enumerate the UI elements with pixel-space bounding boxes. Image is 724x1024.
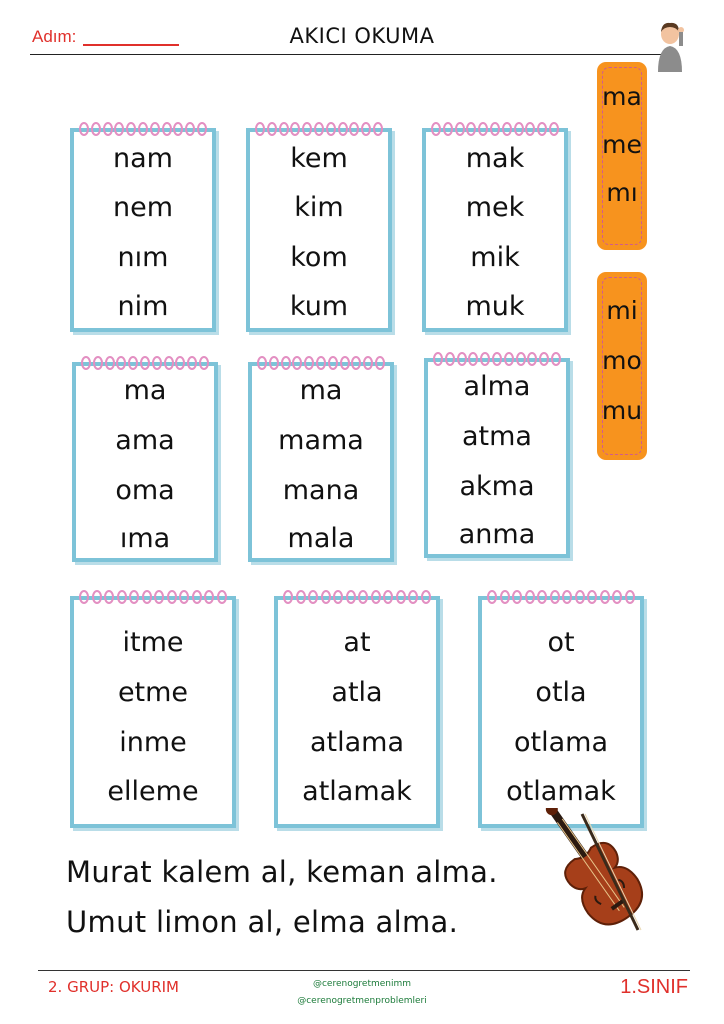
card-word: mak — [465, 143, 525, 174]
page-title: AKICI OKUMA — [289, 24, 435, 48]
card-word: kem — [290, 143, 348, 174]
syllable: mo — [602, 346, 642, 375]
syllable-box — [597, 272, 647, 460]
footer-rule — [38, 970, 690, 971]
card-word: atlamak — [302, 776, 412, 807]
card-word: inme — [119, 727, 187, 758]
card-word: otlama — [514, 727, 608, 758]
syllable: mu — [601, 396, 643, 425]
card-word: itme — [122, 627, 184, 658]
grade-label: 1.SINIF — [620, 976, 688, 998]
card-word: ma — [299, 375, 343, 406]
syllable-box — [597, 62, 647, 250]
card-word: etme — [117, 677, 189, 708]
card-word: anma — [458, 519, 536, 550]
card-word: kum — [289, 291, 349, 322]
card-word: mek — [465, 192, 525, 223]
card-word: muk — [465, 291, 525, 322]
sentence: Murat kalem al, keman alma. — [66, 855, 498, 889]
syllable: me — [602, 130, 642, 159]
card-word: ot — [547, 627, 575, 658]
card-word: ıma — [119, 523, 171, 554]
card-word: kom — [290, 242, 348, 273]
card-word: nim — [117, 291, 169, 322]
card-word: atla — [331, 677, 383, 708]
card-word: mala — [287, 523, 355, 554]
group-label: 2. GRUP: OKURIM — [48, 978, 179, 996]
card-word: ama — [115, 425, 175, 456]
syllable: mi — [606, 296, 638, 325]
card-word: elleme — [107, 776, 199, 807]
card-word: ma — [123, 375, 167, 406]
card-word: nam — [113, 143, 173, 174]
card-word: akma — [459, 471, 535, 502]
card-word: nım — [117, 242, 169, 273]
social-handle: @cerenogretmenproblemleri — [297, 996, 427, 1006]
card-word: nem — [112, 192, 174, 223]
card-word: alma — [463, 371, 531, 402]
card-word: mana — [282, 475, 360, 506]
name-label: Adım: — [32, 27, 77, 46]
syllable: mı — [606, 178, 638, 207]
sentence: Umut limon al, elma alma. — [66, 905, 459, 939]
avatar-icon — [652, 20, 688, 72]
card-word: otlamak — [506, 776, 616, 807]
card-word: oma — [115, 475, 175, 506]
card-word: otla — [535, 677, 587, 708]
social-handle: @cerenogretmenimm — [312, 979, 412, 989]
card-word: mama — [278, 425, 364, 456]
card-word: at — [343, 627, 371, 658]
card-word: atlama — [309, 727, 405, 758]
card-word: kim — [294, 192, 344, 223]
syllable: ma — [602, 82, 642, 111]
card-word: atma — [462, 421, 532, 452]
card-word: mik — [470, 242, 520, 273]
violin-icon — [530, 808, 670, 938]
header-rule — [30, 54, 670, 55]
